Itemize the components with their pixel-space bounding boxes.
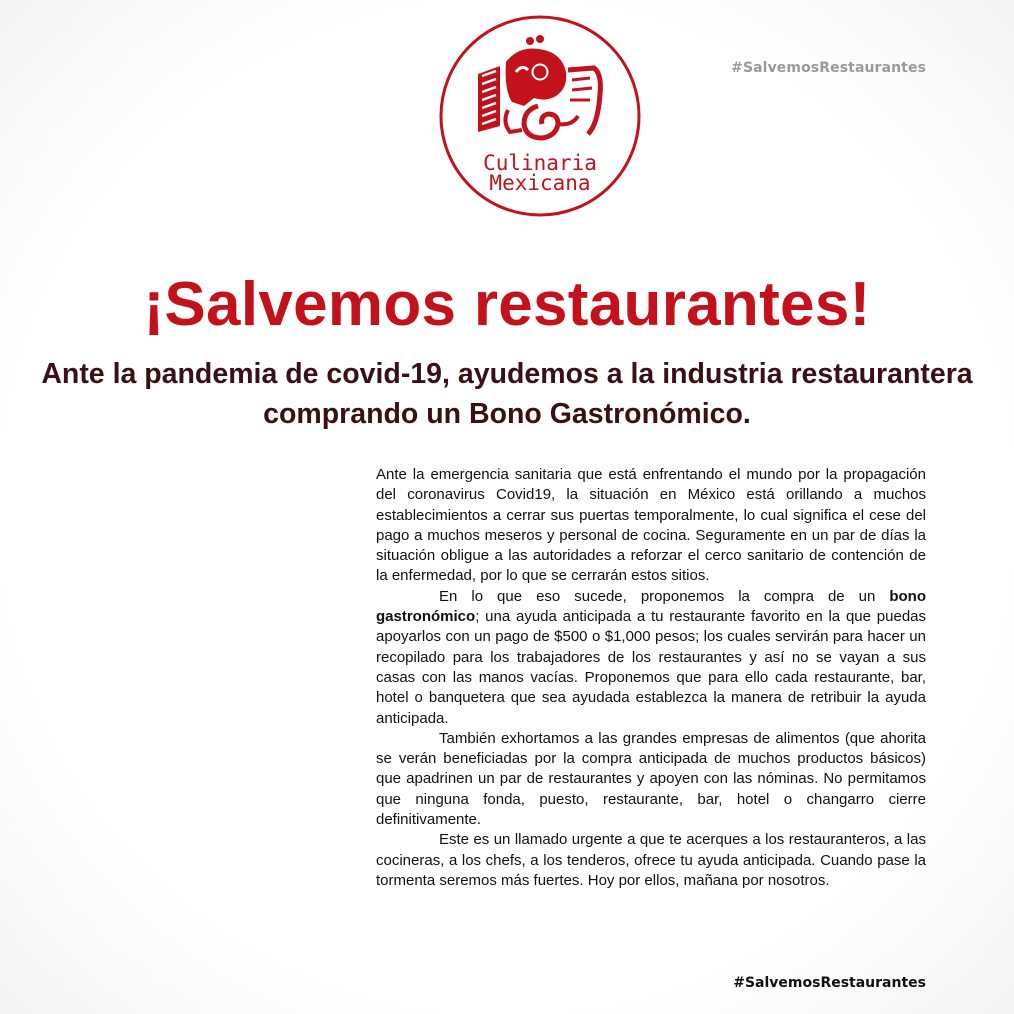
hashtag-bottom: #SalvemosRestaurantes: [733, 975, 926, 991]
paragraph-2-rest: ; una ayuda anticipada a tu restaurante favorito en la que puedas apoyarlos con un pago de $500 o $1,000 pesos; los cuales servirán para hacer un recopilado para los trabajadores de los restaurantes y así no se vayan a sus casas con las manos vacías. Proponemos que para ello cada restaurante, bar, hotel o banquetera que sea ayudada establezca la manera de retribuir la ayuda anticipada.: [376, 608, 926, 727]
svg-text:Culinaria: Culinaria: [483, 151, 597, 175]
culinaria-mexicana-logo: [438, 14, 642, 218]
paragraph-3: También exhortamos a las grandes empresas de alimentos (que ahorita se verán beneficiadas por la compra anticipada de muchos productos básicos) que apadrinen un par de restaurantes y apoyen con las nóminas. No permitamos que ninguna fonda, puesto, restaurante, bar, hotel o changarro cierre definitivamente.: [376, 729, 926, 829]
paragraph-1: Ante la emergencia sanitaria que está enfrentando el mundo por la propagación del coronavirus Covid19, la situación en México está orillando a muchos establecimientos a cerrar sus puertas temporalmente, lo cual significa el cese del pago a muchos meseros y personal de cocina. Seguramente en un par de días la situación obligue a las autoridades a reforzar el cerco sanitario de contención de la enfermedad, por lo que se cerrarán estos sitios.: [376, 466, 926, 585]
bono-gastronomico-emphasis: bono gastronómico: [376, 587, 926, 626]
paragraph-2-intro: En lo que eso sucede, proponemos la compra de un: [439, 587, 890, 605]
body-text: [376, 465, 926, 891]
subheadline: Ante la pandemia de covid-19, ayudemos a la industria restaurantera comprando un Bono Gastronómico.: [41, 358, 973, 430]
paragraph-4: Este es un llamado urgente a que te acerques a los restauranteros, a las cocineras, a los chefs, a los tenderos, ofrece tu ayuda anticipada. Cuando pase la tormenta seremos más fuertes. Hoy por ellos, mañana por nosotros.: [376, 831, 926, 889]
svg-text:Mexicana: Mexicana: [489, 171, 591, 195]
headline: ¡Salvemos restaurantes!: [143, 270, 871, 339]
mayan-glyph-logo-icon: [438, 14, 642, 218]
paragraph-2: [376, 587, 926, 729]
hashtag-top: #SalvemosRestaurantes: [731, 60, 926, 76]
